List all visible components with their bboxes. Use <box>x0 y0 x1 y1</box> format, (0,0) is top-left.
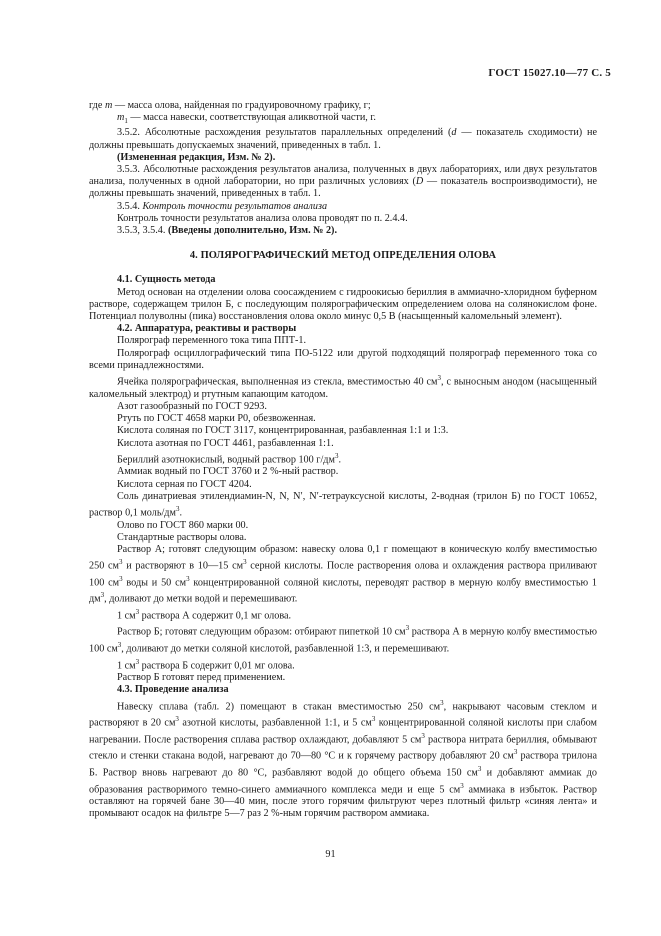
paragraph: 4.1. Сущность метода <box>117 274 216 286</box>
paragraph: Раствор Б готовят перед применением. <box>117 672 286 684</box>
paragraph: Бериллий азотнокислый, водный раствор 100 $г/дм^3$. <box>117 451 341 466</box>
paragraph: 3.5.4. Контроль точности результатов анализа <box>117 200 328 212</box>
paragraph: Контроль точности результатов анализа олова проводят по п. 2.4.4. <box>117 212 408 224</box>
paragraph: Аммиак водный по ГОСТ 3760 и 2 %-ный раствор. <box>117 466 339 478</box>
paragraph: Раствор Б; готовят следующим образом: отбирают пипеткой 10 $см^3$ раствора А в мерную колбу вместимостью 100 $см^3$, доливают до метки соляной кислотой, разбавленной 1:3, и перемешивают. <box>89 624 597 655</box>
paragraph: 3.5.3, 3.5.4. (Введены дополнительно, Изм. № 2). <box>117 225 338 237</box>
paragraph: Кислота серная по ГОСТ 4204. <box>117 478 252 490</box>
document-body <box>89 100 597 821</box>
paragraph: Полярограф переменного тока типа ППТ-1. <box>117 335 307 347</box>
section-heading: 4. ПОЛЯРОГРАФИЧЕСКИЙ МЕТОД ОПРЕДЕЛЕНИЯ ОЛОВА <box>189 250 497 262</box>
paragraph: Олово по ГОСТ 860 марки 00. <box>117 519 249 531</box>
paragraph: 4.3. Проведение анализа <box>117 684 229 696</box>
paragraph: 3.5.3. Абсолютные расхождения результатов анализа, полученных в двух лабораториях, или двух результатов анализа, полученных в одной лаборатории, но при различных условиях (D — показатель воспроизводимости), не должны превышать значений, приведенных в табл. 1. <box>89 164 597 200</box>
paragraph: Кислота азотная по ГОСТ 4461, разбавленная 1:1. <box>117 437 334 449</box>
paragraph: 1 $см^3$ раствора Б содержит 0,01 мг олова. <box>117 657 295 672</box>
page-header: ГОСТ 15027.10—77 С. 5 <box>488 67 611 79</box>
paragraph: Полярограф осциллографический типа ПО-5122 или другой подходящий полярограф переменного тока со всеми принадлежностями. <box>89 347 597 371</box>
paragraph: Соль динатриевая этилендиамин-N, N, N′, N′-тетрауксусной кислоты, 2-водная (трилон Б) по ГОСТ 10652, раствор 0,1 моль/$дм^3$. <box>89 490 597 519</box>
paragraph: Стандартные растворы олова. <box>117 531 247 543</box>
paragraph: Ртуть по ГОСТ 4658 марки Р0, обезвоженная. <box>117 413 316 425</box>
paragraph: Навеску сплава (табл. 2) помещают в стакан вместимостью 250 $см^3$, накрывают часовым стеклом и растворяют в 20 $см^3$ азотной кислоты, разбавленной 1:1, и 5 $см^3$ концентрированной соляной кислоты при слабом нагревании. После растворения сплава раствор охлаждают, добавляют 5 $см^3$ раствора нитрата бериллия, обмывают стекло и стенки стакана водой, нагревают до 70—80 °С и к горячему раствору добавляют 20 $см^3$ раствора трилона Б. Раствор вновь нагревают до 80 °С, разбавляют водой до общего объема 150 $см^3$ и добавляют аммиак до образования растворимого темно-синего аммиачного комплекса меди и еще 5 $см^3$ аммиака в избыток. Раствор оставляют на горячей бане 30—40 мин, после этого горячим фильтруют через плотный фильтр «синяя лента» и промывают осадок на фильтре 5—7 раз 2 %-ным горячим раствором аммиака. <box>89 698 598 820</box>
paragraph: 1 $см^3$ раствора А содержит 0,1 мг олова. <box>117 607 292 622</box>
page-number: 91 <box>325 849 336 860</box>
paragraph: Ячейка полярографическая, выполненная из стекла, вместимостью 40 $см^3$, с выносным анодом (насыщенный каломельный электрод) и ртутным капающим катодом. <box>89 374 598 400</box>
paragraph: Азот газообразный по ГОСТ 9293. <box>117 400 267 412</box>
paragraph: 4.2. Аппаратура, реактивы и растворы <box>117 323 297 335</box>
paragraph: 3.5.2. Абсолютные расхождения результатов параллельных определений (d — показатель сходимости) не должны превышать допускаемых значений, приведенных в табл. 1. <box>89 127 597 151</box>
paragraph: Метод основан на отделении олова соосаждением с гидроокисью бериллия в аммиачно-хлоридном буферном растворе, содержащем трилон Б, с последующим полярографическим определением олова на солянокислом фоне. Потенциал полуволны (пика) восстановления олова около минус 0,5 В (насыщенный каломельный элемент). <box>89 286 597 323</box>
paragraph: Кислота соляная по ГОСТ 3117, концентрированная, разбавленная 1:1 и 1:3. <box>117 425 449 437</box>
paragraph: (Измененная редакция, Изм. № 2). <box>117 151 276 163</box>
paragraph: где m — масса олова, найденная по градуировочному графику, г; <box>89 100 371 111</box>
paragraph: $m_1$ — масса навески, соответствующая аликвотной части, г. <box>117 112 376 126</box>
paragraph: Раствор А; готовят следующим образом: навеску олова 0,1 г помещают в коническую колбу вместимостью 250 $см^3$ и растворяют в 10—15 $см^3$ серной кислоты. После растворения олова и охлаждения раствора приливают 100 $см^3$ воды и 50 $см^3$ концентрированной соляной кислоты, переводят раствор в мерную колбу вместимостью 1 $дм^3$, доливают до метки водой и перемешивают. <box>89 543 598 605</box>
